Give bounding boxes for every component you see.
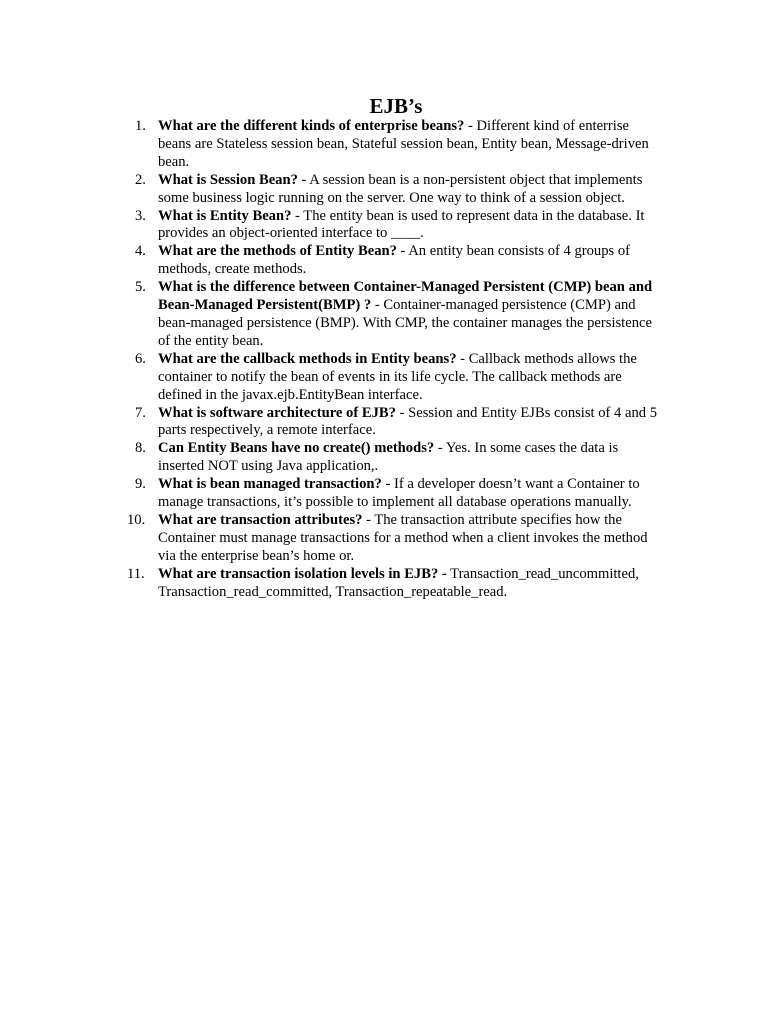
item-question: What is Session Bean? <box>158 171 298 188</box>
list-item <box>135 404 664 441</box>
item-number: 7. <box>135 404 146 421</box>
item-number: 4. <box>135 243 146 260</box>
list-item <box>127 565 664 602</box>
item-question: What is software architecture of EJB? <box>158 404 396 421</box>
list-item <box>135 118 664 172</box>
item-answer: - Callback methods allows the container to notify the bean of events in its life cycle. The callback methods are defined in the javax.ejb.EntityBean interface. <box>158 350 637 403</box>
list-item <box>135 243 664 279</box>
item-number: 1. <box>135 118 146 134</box>
item-question: What are the different kinds of enterprise beans? <box>158 118 465 134</box>
item-number: 10. <box>127 511 146 528</box>
list-item <box>135 350 664 405</box>
item-number: 9. <box>135 476 146 493</box>
item-answer: - The transaction attribute specifies how the Container must manage transactions for a method when a client invokes the method via the enterprise bean’s home or. <box>158 511 648 564</box>
list-item <box>135 171 664 208</box>
item-answer: - The entity bean is used to represent data in the database. It provides an object-oriented interface to ____. <box>158 207 645 242</box>
list-item <box>127 511 664 566</box>
item-answer: - An entity bean consists of 4 groups of methods, create methods. <box>158 243 630 278</box>
list-item <box>135 207 664 244</box>
item-answer: - Session and Entity EJBs consist of 4 and 5 parts respectively, a remote interface. <box>158 404 657 439</box>
item-number: 11. <box>127 565 145 582</box>
item-question: What is the difference between Container-Managed Persistent (CMP) bean and Bean-Managed Persistent(BMP) ? <box>158 279 653 314</box>
list-item <box>135 476 664 512</box>
item-answer: - Yes. In some cases the data is inserted NOT using Java application,. <box>158 440 619 475</box>
item-number: 2. <box>135 171 146 188</box>
qa-list <box>127 118 664 601</box>
item-number: 8. <box>135 440 146 457</box>
list-item <box>135 279 664 351</box>
item-question: Can Entity Beans have no create() methods? <box>158 440 435 457</box>
item-question: What are transaction isolation levels in EJB? - <box>158 565 447 582</box>
item-answer: Transaction_read_uncommitted, Transaction_read_committed, Transaction_repeatable_read. <box>158 565 639 600</box>
item-number: 5. <box>135 279 146 296</box>
item-answer: - Container-managed persistence (CMP) and bean-managed persistence (BMP). With CMP, the container manages the persistence of the entity bean. <box>158 297 652 349</box>
item-number: 6. <box>135 350 146 367</box>
item-answer: - A session bean is a non-persistent object that implements some business logic running on the server. One way to think of a session object. <box>158 171 643 206</box>
item-answer: - If a developer doesn’t want a Container to manage transactions, it’s possible to implement all database operations manually. <box>158 476 640 511</box>
item-question: What are the callback methods in Entity beans? <box>158 350 457 367</box>
item-number: 3. <box>135 207 146 224</box>
item-answer: - Different kind of enterrise beans are Stateless session bean, Stateful session bean, Entity bean, Message-driven bean. <box>158 118 649 170</box>
document-title: EJB’s <box>369 94 423 118</box>
list-item <box>135 440 664 476</box>
item-question: What are the methods of Entity Bean? <box>158 243 397 260</box>
item-question: What are transaction attributes? <box>158 511 363 528</box>
item-question: What is bean managed transaction? <box>158 476 382 493</box>
item-question: What is Entity Bean? <box>158 207 292 224</box>
